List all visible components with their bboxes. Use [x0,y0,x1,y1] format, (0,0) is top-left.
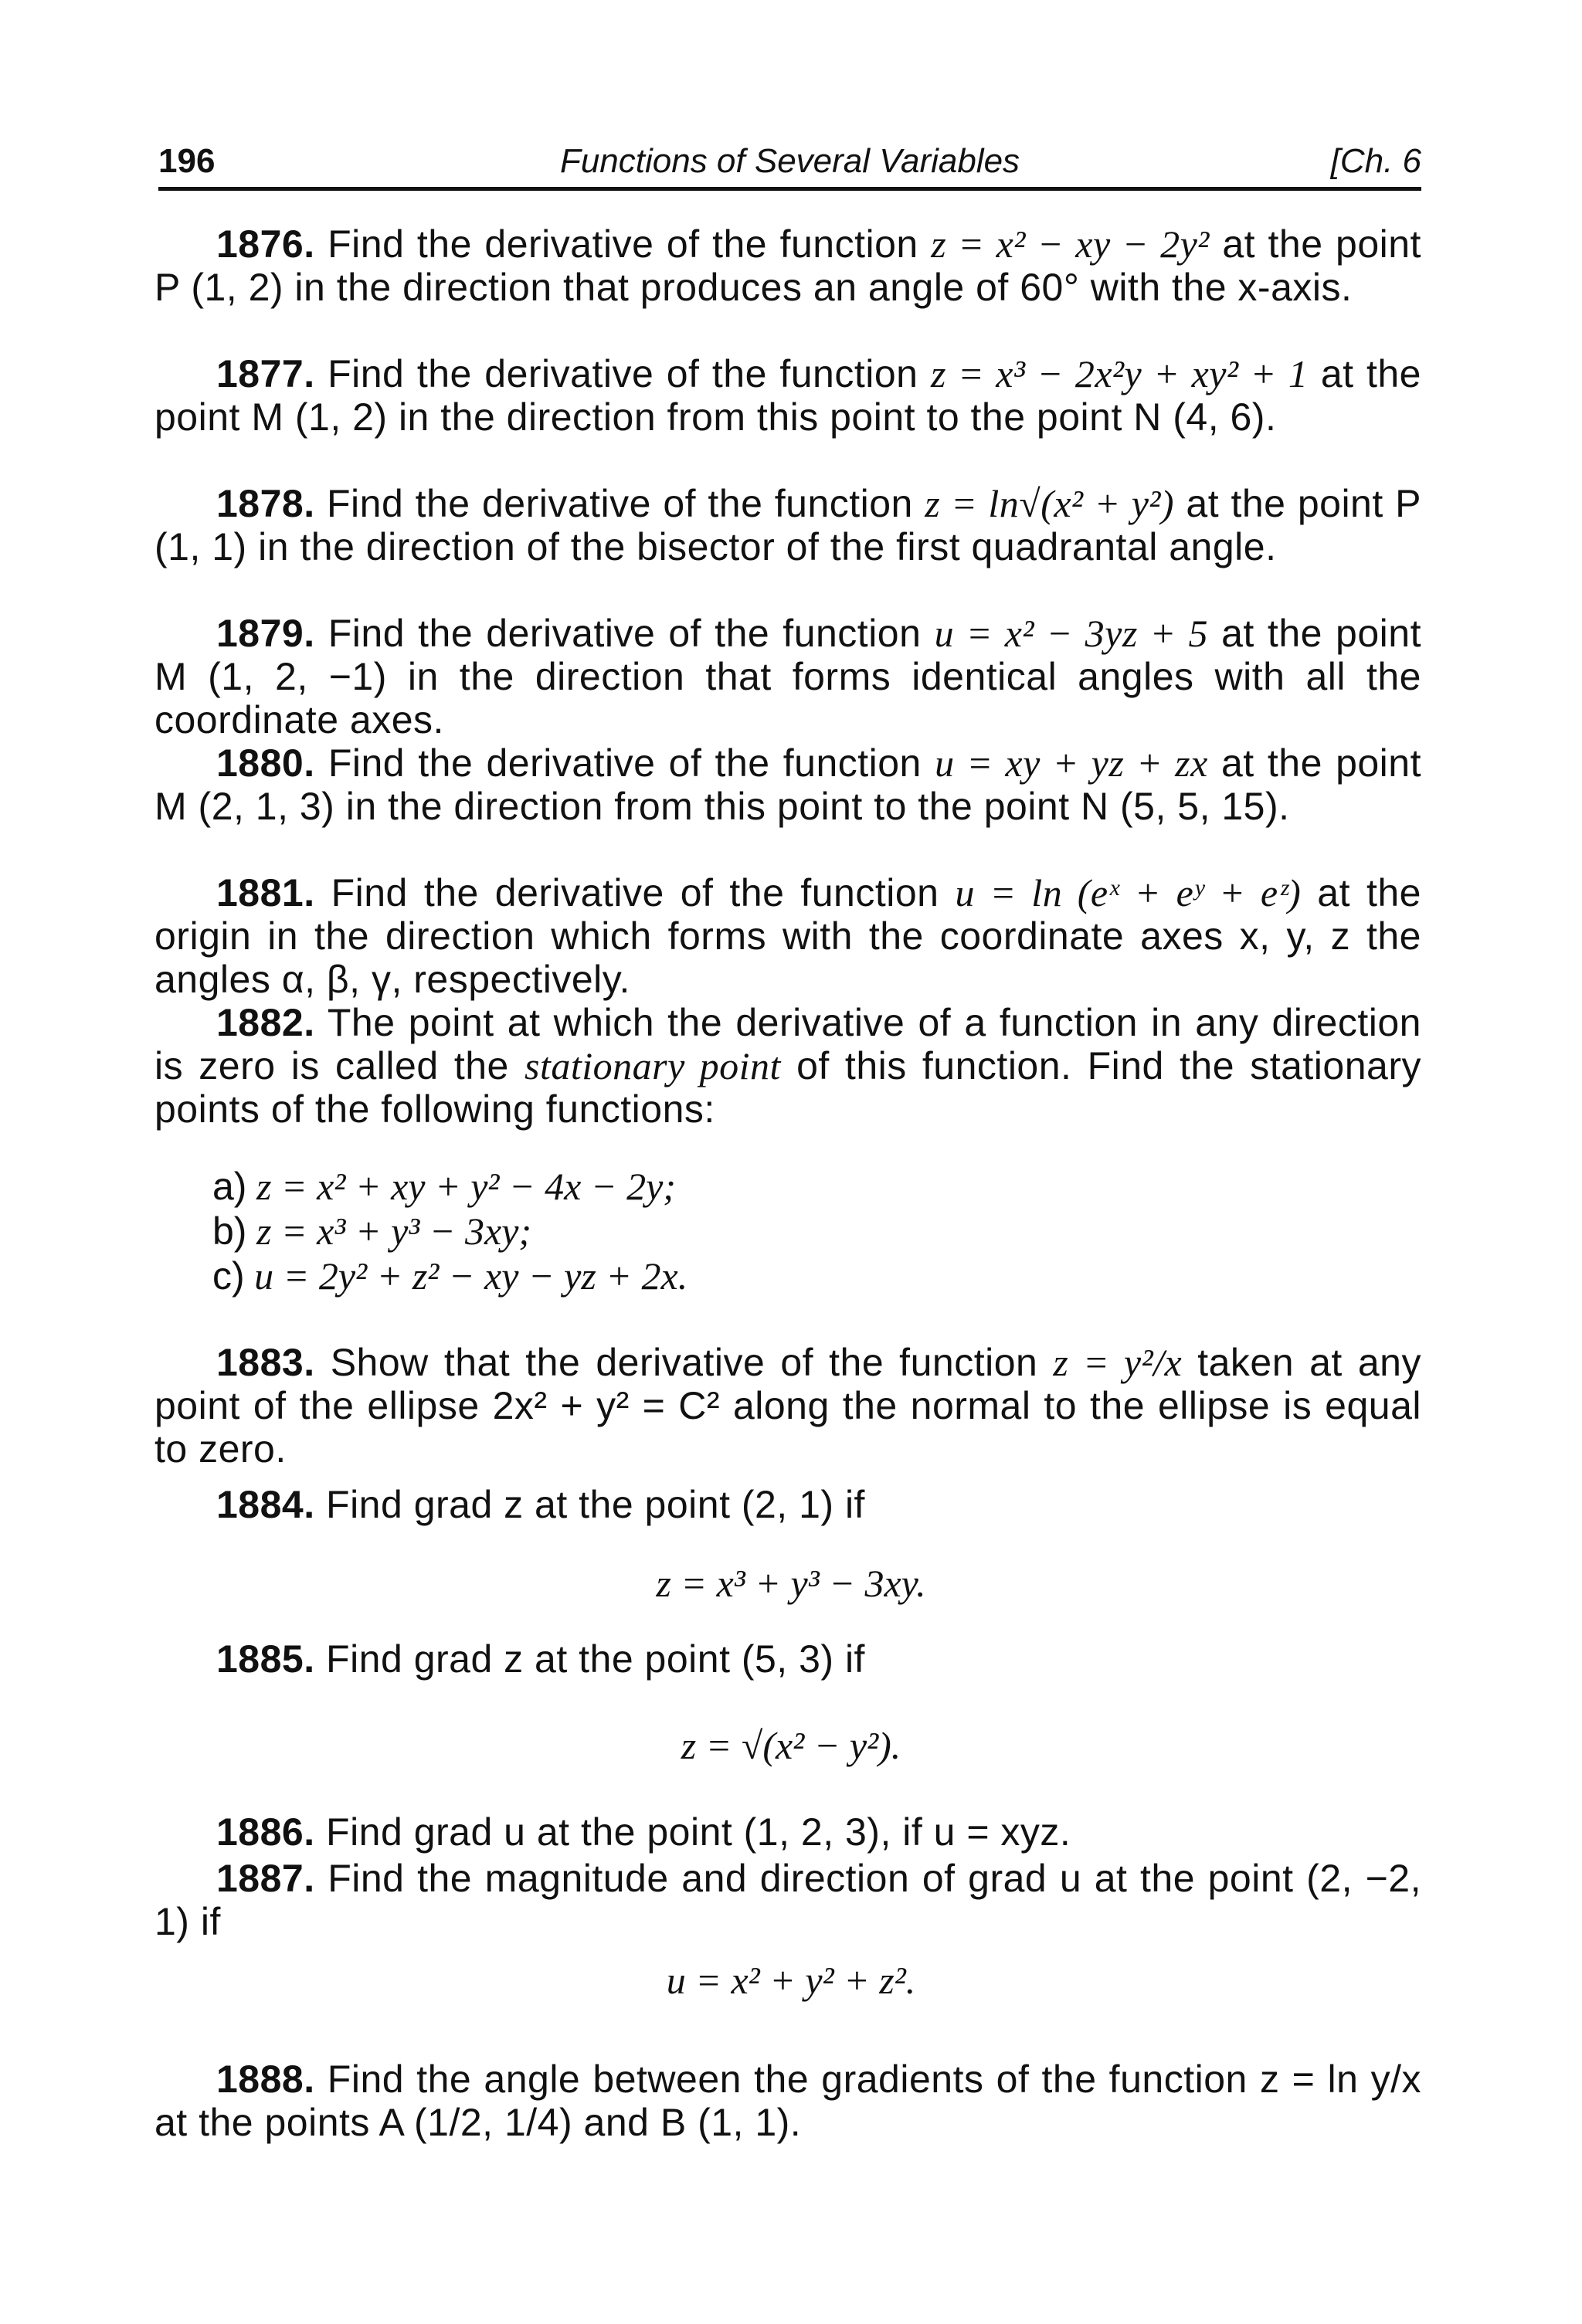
header-rule [158,187,1421,191]
problem-1888 [154,2058,1421,2144]
display-equation: z = √(x² − y²). [681,1724,901,1767]
problem-rest: at the point M (2, 1, 3) in the direction from this point to the point N (5, 5, 15). [154,741,1421,828]
problem-1877 [154,352,1421,439]
running-title: Functions of Several Variables [559,142,1020,180]
display-equation: u = x² + y² + z². [666,1959,916,2002]
problem-formula: z = x³ − 2x²y + xy² + 1 [930,352,1309,395]
problem-number: 1881. [216,871,315,914]
problem-text: Find the derivative of the function [331,871,939,914]
problem-rest: at the origin in the direction which forms with the coordinate axes x, y, z the angles α, β, γ, respectively. [154,871,1421,1001]
problem-text: Find the angle between the gradients of the function z = ln y/x at the points A (1/2, 1/4) and B (1, 1). [154,2058,1421,2144]
subitem-formula: z = x³ + y³ − 3xy; [256,1209,532,1253]
problem-formula: u = ln (eˣ + eʸ + eᶻ) [955,871,1302,914]
problem-rest: at the point P (1, 2) in the direction that produces an angle of 60° with the x-axis. [154,222,1421,309]
problem-number: 1879. [216,612,315,655]
subitem-tag: b) [212,1209,247,1253]
subitem-a [212,1165,676,1208]
subitem-formula: z = x² + xy + y² − 4x − 2y; [256,1165,676,1208]
problem-formula: z = ln√(x² + y²) [925,482,1175,525]
problem-text: Find the derivative of the function [328,612,922,655]
problem-rest: at the point P (1, 1) in the direction of the bisector of the first quadrantal angle. [154,482,1421,568]
problem-1876 [154,222,1421,309]
problem-text: Find grad z at the point (2, 1) if [326,1483,865,1526]
problem-1881 [154,871,1421,1001]
problem-1884 [154,1483,1421,1526]
page-number: 196 [158,142,216,180]
problem-text: The point at which the derivative of a function in any direction is zero is called the [154,1001,1421,1087]
problem-number: 1880. [216,741,315,785]
subitem-b [212,1209,531,1253]
problem-1880 [154,741,1421,828]
problem-formula: z = x² − xy − 2y² [931,222,1210,266]
problem-text: Find grad u at the point (1, 2, 3), if u = xyz. [326,1810,1071,1854]
problem-formula: u = xy + yz + zx [935,741,1208,785]
problem-rest: at the point M (1, 2, −1) in the direction that forms identical angles with all the coordinate axes. [154,612,1421,741]
problem-text: Show that the derivative of the function [330,1341,1038,1384]
problem-number: 1876. [216,222,315,266]
problem-1879 [154,612,1421,741]
problem-1886 [154,1810,1421,1854]
subitem-tag: c) [212,1254,245,1298]
problem-formula: z = y²/x [1053,1341,1183,1384]
problem-number: 1877. [216,352,315,395]
page-header [158,137,1421,185]
problem-formula: u = x² − 3yz + 5 [934,612,1208,655]
problem-rest: at the point M (1, 2) in the direction from this point to the point N (4, 6). [154,352,1421,439]
problem-number: 1886. [216,1810,315,1854]
problem-emphasis: stationary point [525,1044,781,1087]
problem-number: 1878. [216,482,315,525]
problem-text: Find the derivative of the function [326,482,913,525]
problem-number: 1884. [216,1483,315,1526]
subitem-tag: a) [212,1165,247,1208]
problem-1882 [154,1001,1421,1131]
subitem-c [212,1254,687,1298]
problem-1883 [154,1341,1421,1471]
problem-text: Find the magnitude and direction of grad u at the point (2, −2, 1) if [154,1857,1421,1943]
problem-number: 1887. [216,1857,315,1900]
problem-text: Find grad z at the point (5, 3) if [326,1637,865,1681]
problem-1887 [154,1857,1421,1943]
problem-number: 1882. [216,1001,315,1044]
subitem-formula: u = 2y² + z² − xy − yz + 2x. [254,1254,688,1298]
problem-rest: taken at any point of the ellipse 2x² + y² = C² along the normal to the ellipse is equal to zero. [154,1341,1421,1471]
problem-number: 1885. [216,1637,315,1681]
display-equation: z = x³ + y³ − 3xy. [656,1562,926,1605]
problem-number: 1888. [216,2058,315,2101]
problem-rest: of this function. Find the stationary points of the following functions: [154,1044,1421,1131]
problem-1878 [154,482,1421,568]
problem-text: Find the derivative of the function [328,222,918,266]
problem-1885 [154,1637,1421,1681]
chapter-label: [Ch. 6 [1330,142,1421,180]
problem-text: Find the derivative of the function [328,741,922,785]
problem-number: 1883. [216,1341,315,1384]
problem-text: Find the derivative of the function [328,352,918,395]
